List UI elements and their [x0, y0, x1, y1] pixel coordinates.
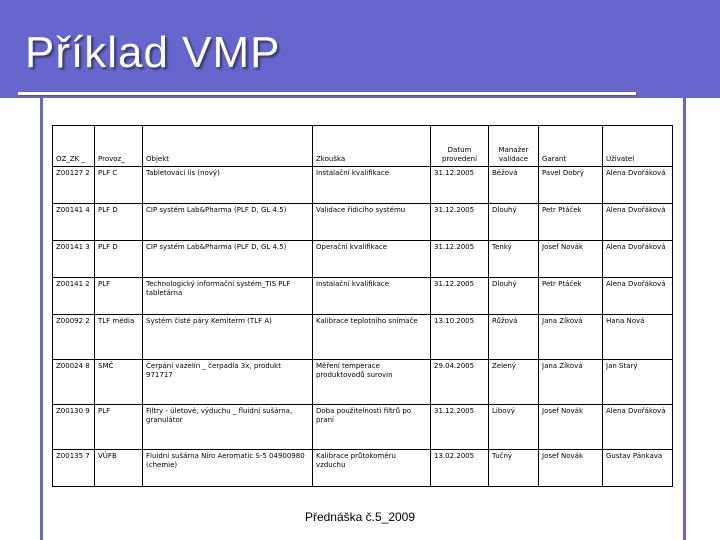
- table-cell: Libový: [489, 405, 539, 450]
- column-header: OZ_ZK _: [53, 126, 95, 167]
- table-cell: Validace řídicího systému: [313, 204, 431, 241]
- table-row: [53, 315, 673, 360]
- table-cell: Z00092 2: [53, 315, 95, 360]
- column-header: Uživatel: [603, 126, 673, 167]
- table-cell: Z00135 7: [53, 450, 95, 487]
- table-row: [53, 360, 673, 405]
- table-cell: TLF média: [95, 315, 143, 360]
- table-cell: Běžová: [489, 167, 539, 204]
- table-cell: Dlouhý: [489, 204, 539, 241]
- table-row: [53, 241, 673, 278]
- table-cell: Petr Ptáček: [539, 204, 603, 241]
- table-cell: CIP systém Lab&Pharma (PLF D, GL 4.5): [143, 241, 313, 278]
- table-cell: VÚFB: [95, 450, 143, 487]
- title-underline: [18, 92, 636, 95]
- table-cell: Alena Dvořáková: [603, 278, 673, 315]
- table-cell: Z00141 3: [53, 241, 95, 278]
- table-cell: Jan Starý: [603, 360, 673, 405]
- table-cell: Tučný: [489, 450, 539, 487]
- table-row: [53, 204, 673, 241]
- table-cell: Růžová: [489, 315, 539, 360]
- table-cell: Josef Novák: [539, 405, 603, 450]
- table-cell: Tabletovací lis (nový): [143, 167, 313, 204]
- table-cell: Josef Novák: [539, 241, 603, 278]
- table-cell: Alena Dvořáková: [603, 167, 673, 204]
- table-cell: PLF C: [95, 167, 143, 204]
- column-header: Provoz_: [95, 126, 143, 167]
- table-cell: Instalační kvalifikace: [313, 167, 431, 204]
- table-cell: Gustav Pánkava: [603, 450, 673, 487]
- table-cell: Z00130 9: [53, 405, 95, 450]
- table-cell: Z00141 2: [53, 278, 95, 315]
- table-cell: 13.10.2005: [431, 315, 489, 360]
- table-row: [53, 405, 673, 450]
- right-frame-line: [683, 98, 686, 540]
- table-cell: Zelený: [489, 360, 539, 405]
- table-cell: CIP systém Lab&Pharma (PLF D, GL 4.5): [143, 204, 313, 241]
- table-cell: Z00127 2: [53, 167, 95, 204]
- table-cell: Instalační kvalifikace: [313, 278, 431, 315]
- table-cell: Z00141 4: [53, 204, 95, 241]
- column-header: Objekt: [143, 126, 313, 167]
- column-header: Datum provedení: [431, 126, 489, 167]
- table-cell: 31.12.2005: [431, 167, 489, 204]
- table-cell: Petr Ptáček: [539, 278, 603, 315]
- table-row: [53, 167, 673, 204]
- table-row: [53, 278, 673, 315]
- table-cell: PLF: [95, 278, 143, 315]
- table-cell: Čerpání vazelín _ čerpadla 3x, produkt 971717: [143, 360, 313, 405]
- table-cell: Z00024 8: [53, 360, 95, 405]
- column-header: Garant: [539, 126, 603, 167]
- table-cell: SMČ: [95, 360, 143, 405]
- table-header-row: [53, 126, 673, 167]
- table-cell: Alena Dvořáková: [603, 241, 673, 278]
- table-cell: Technologický informační systém_TIS PLF tabletárna: [143, 278, 313, 315]
- table-cell: Doba použitelnosti filtrů po praní: [313, 405, 431, 450]
- table-cell: Systém čisté páry Kemiterm (TLF A): [143, 315, 313, 360]
- table-cell: Dlouhý: [489, 278, 539, 315]
- table-cell: Kalibrace průtokoměru vzduchu: [313, 450, 431, 487]
- table-cell: 31.12.2005: [431, 204, 489, 241]
- table-cell: 31.12.2005: [431, 405, 489, 450]
- slide-title: Příklad VMP: [25, 28, 281, 77]
- table-cell: Tenký: [489, 241, 539, 278]
- table-cell: 29.04.2005: [431, 360, 489, 405]
- table-cell: PLF: [95, 405, 143, 450]
- table-cell: Hana Nová: [603, 315, 673, 360]
- table-cell: PLF D: [95, 204, 143, 241]
- table-cell: 31.12.2005: [431, 278, 489, 315]
- slide-footer: Přednáška č.5_2009: [304, 510, 416, 524]
- table-cell: Měření temperace produktovodů surovin: [313, 360, 431, 405]
- vmp-table: [52, 125, 673, 487]
- table-cell: 13.02.2005: [431, 450, 489, 487]
- table-row: [53, 450, 673, 487]
- table-cell: Kalibrace teplotního snímače: [313, 315, 431, 360]
- table-cell: Josef Novák: [539, 450, 603, 487]
- table-cell: 31.12.2005: [431, 241, 489, 278]
- table-cell: Pavel Dobrý: [539, 167, 603, 204]
- table-cell: Fluidní sušárna Niro Aeromatic S-5 04900980 (chemie): [143, 450, 313, 487]
- table-cell: Alena Dvořáková: [603, 405, 673, 450]
- table-cell: Jana Zíková: [539, 360, 603, 405]
- column-header: Zkouška: [313, 126, 431, 167]
- left-frame-line: [40, 98, 43, 540]
- table-cell: Alena Dvořáková: [603, 204, 673, 241]
- table-cell: Filtry - úletové, výduchu _ fluidní sušárna, granulátor: [143, 405, 313, 450]
- table-cell: Operační kvalifikace: [313, 241, 431, 278]
- title-banner: [0, 0, 720, 98]
- table-cell: PLF D: [95, 241, 143, 278]
- column-header: Manažer validace: [489, 126, 539, 167]
- table-cell: Jana Zíková: [539, 315, 603, 360]
